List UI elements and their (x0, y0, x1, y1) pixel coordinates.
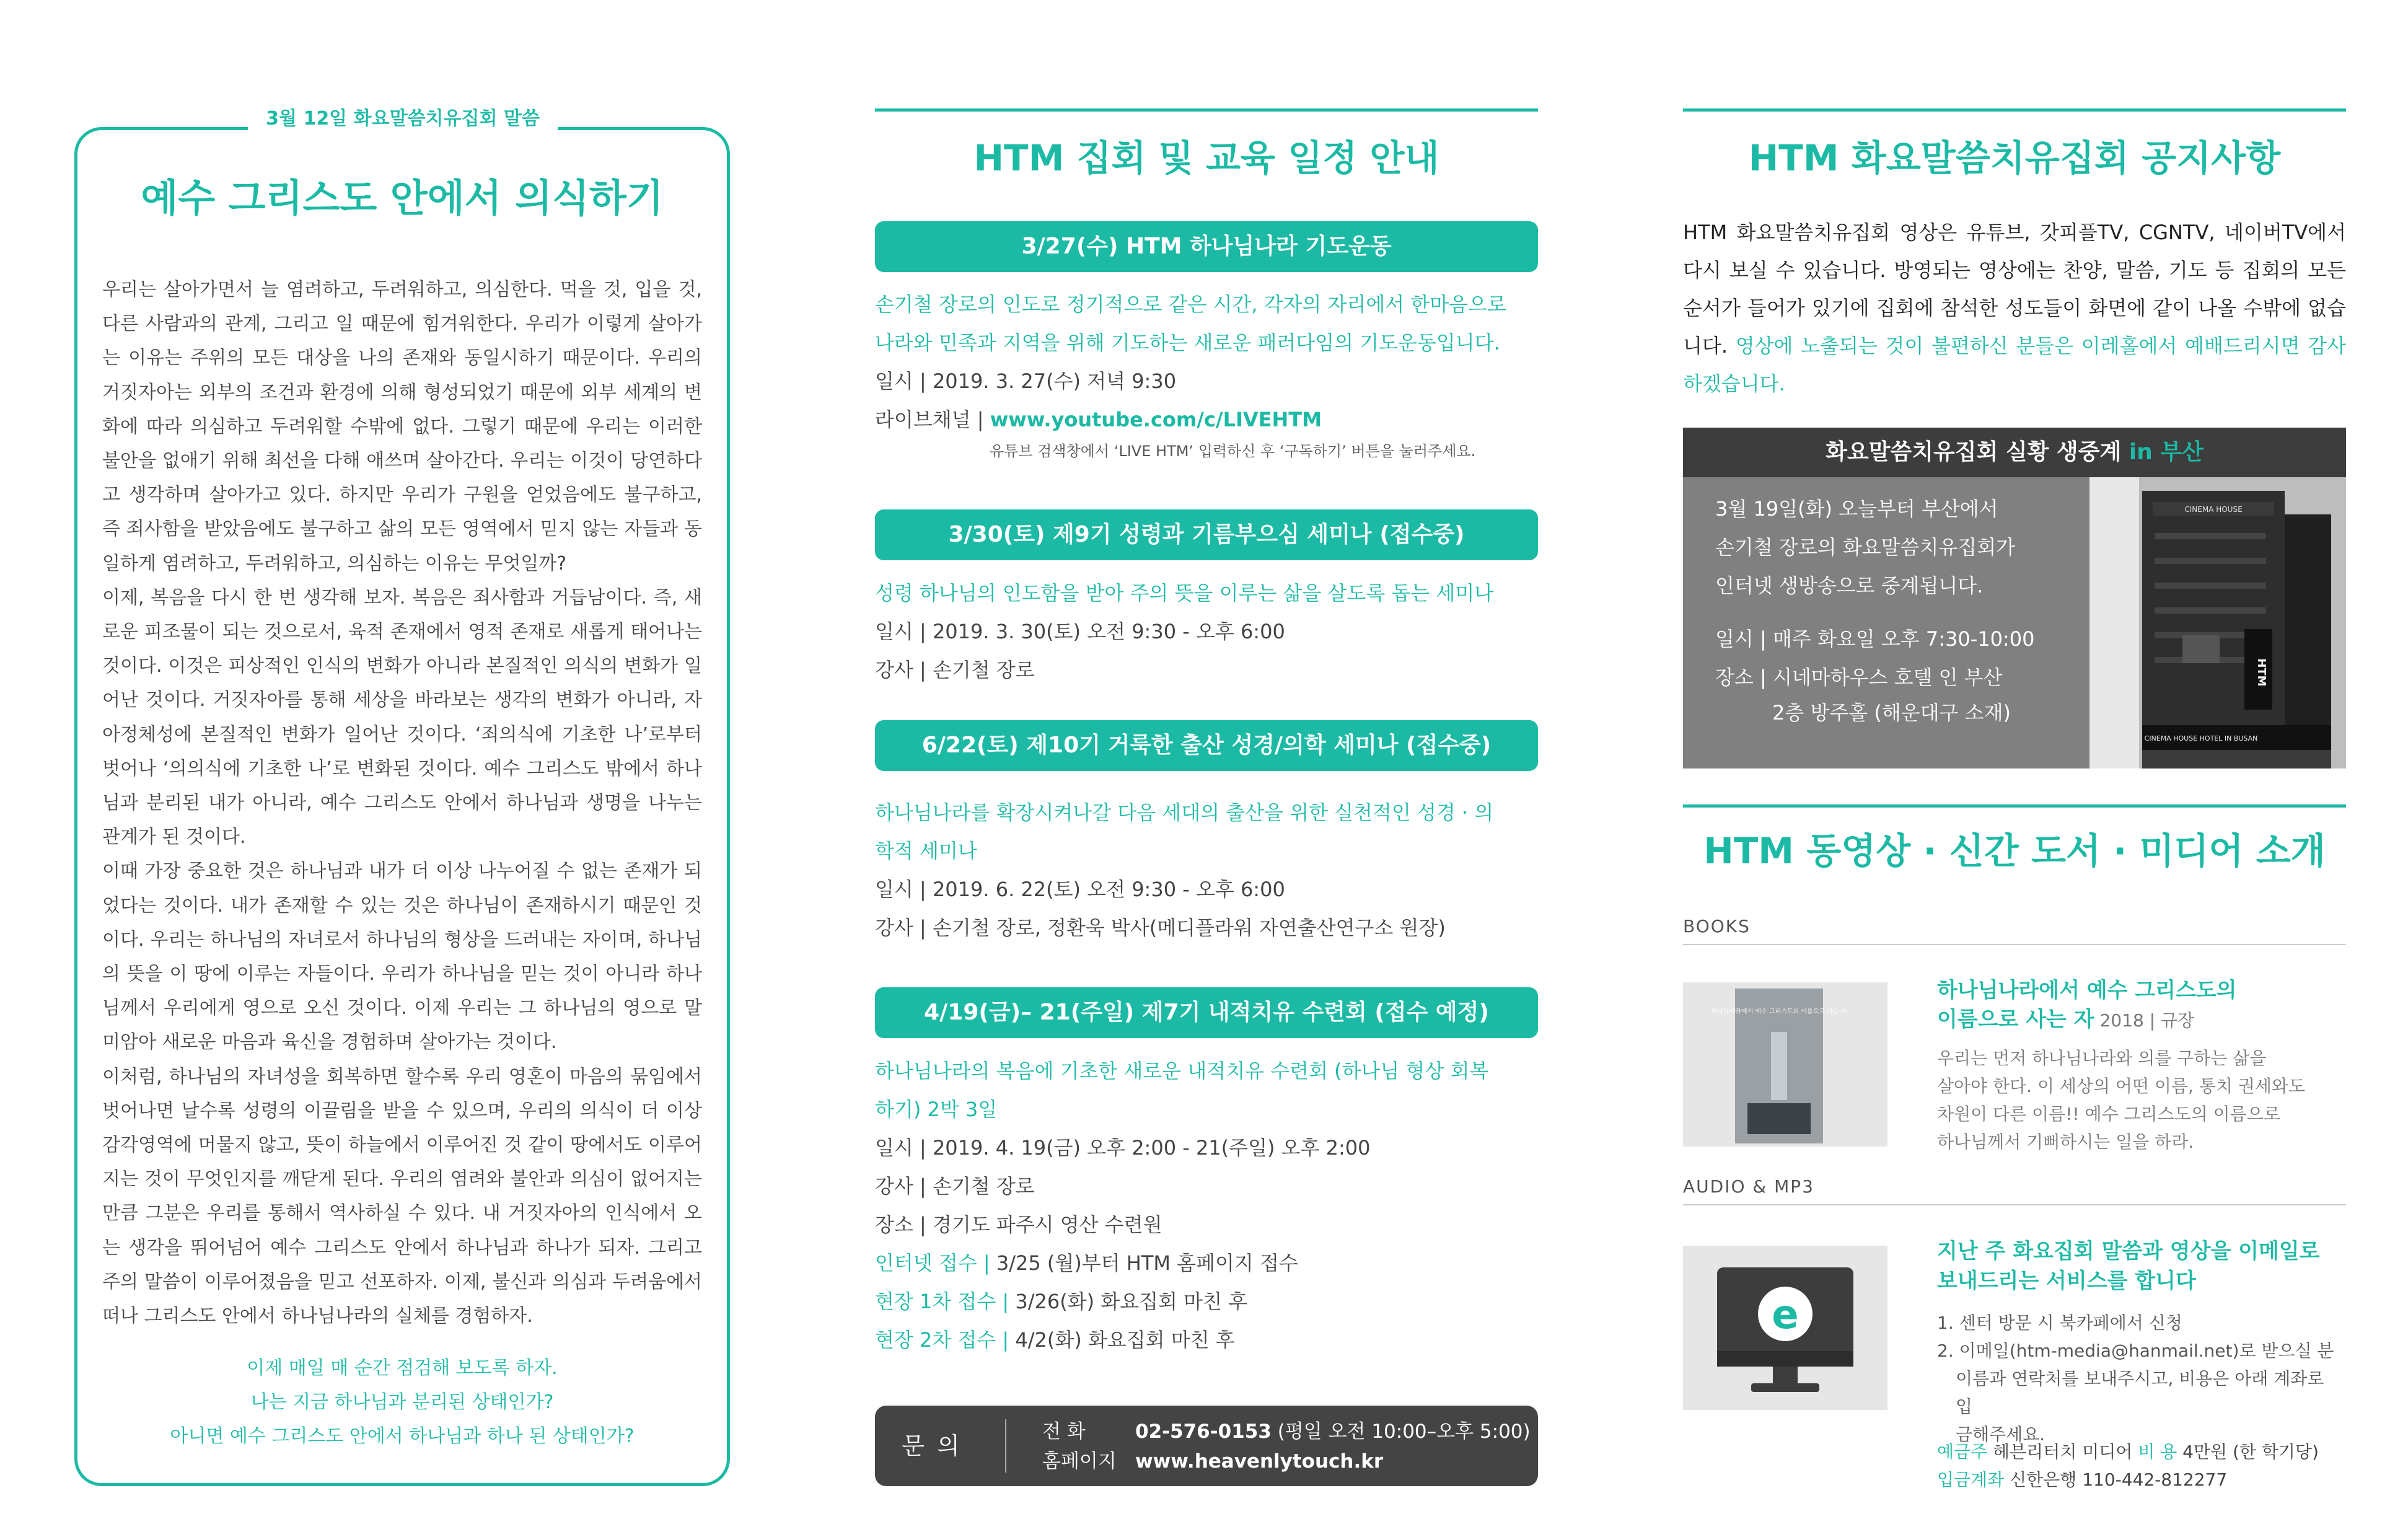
payment-row (1937, 1438, 2346, 1466)
book-title-line (1937, 1005, 2346, 1035)
reg-onsite2-label: 현장 2차 접수 | (875, 1328, 1016, 1352)
live-broadcast-box (1683, 428, 2346, 768)
media-top-rule (1683, 804, 2346, 808)
event-3-bar: 6/22(토) 제10기 거룩한 출산 성경/의학 세미나 (접수중) (875, 720, 1538, 771)
email-service-title (1937, 1236, 2346, 1296)
event-1-live (875, 400, 1538, 439)
account-holder-label: 예금주 (1937, 1442, 1988, 1462)
event-2-date: 일시 | 2019. 3. 30(토) 오전 9:30 - 오후 6:00 (875, 620, 1285, 643)
live-line: 인터넷 생방송으로 중계됩니다. (1715, 574, 1984, 597)
event-4-date: 일시 | 2019. 4. 19(금) 오후 2:00 - 21(주일) 오후 2:00 (875, 1136, 1371, 1160)
email-service-title-line: 보내드리는 서비스를 합니다 (1937, 1269, 2196, 1293)
email-service-title-line: 지난 주 화요집회 말씀과 영상을 이메일로 (1937, 1239, 2320, 1264)
sermon-title: 예수 그리스도 안에서 의식하기 (141, 175, 664, 221)
closing-line: 아니면 예수 그리스도 안에서 하나님과 하나 된 상태인가? (170, 1425, 635, 1447)
phone-number[interactable]: 02-576-0153 (1135, 1420, 1272, 1443)
web-row (1042, 1447, 1531, 1476)
event-4-desc: 하나님나라의 복음에 기초한 새로운 내적치유 수련회 (하나님 형상 회복 (875, 1059, 1489, 1083)
book-meta: 2018 | 규장 (2094, 1010, 2195, 1031)
notice-title: HTM 화요말씀치유집회 공지사항 (1748, 137, 2281, 179)
event-2-bar: 3/30(토) 제9기 성령과 기름부으심 세미나 (접수중) (875, 509, 1538, 560)
notice-accent: 영상에 노출되는 것이 불편하신 분들은 이레홀에서 예배드리시면 감사하겠습니다. (1683, 334, 2347, 395)
sermon-body (102, 273, 702, 1333)
event-3-desc: 학적 세미나 (875, 839, 977, 863)
event-1-details (875, 285, 1538, 464)
notice-top-rule (1683, 108, 2346, 112)
event-4-details (875, 1052, 1538, 1359)
schedule-title: HTM 집회 및 교육 일정 안내 (973, 137, 1439, 179)
contact-divider (1005, 1419, 1006, 1473)
live-head-accent: in 부산 (2129, 439, 2204, 465)
event-4-reg-online (875, 1244, 1538, 1282)
live-broadcast-header (1683, 428, 2346, 477)
event-2-teacher: 강사 | 손기철 장로 (875, 658, 1035, 682)
contact-label: 문의 (902, 1432, 972, 1460)
notice-text (1683, 214, 2346, 403)
sermon-paragraph: 이처럼, 하나님의 자녀성을 회복하면 할수록 우리 영혼이 마음의 묶임에서 벗어나면 날수록 성령의 이끌림을 받을 수 있으며, 우리의 의식이 더 이상 감각영역에 머물지 않고, 뜻이 하늘에서 이루어진 것 같이 땅에서도 이루어지는 것이 무엇인지를 깨닫게 된다. 우리의 염려와 불안과 의심이 없어지는 만큼 그분은 우리를 통해서 역사하실 수 있다. 내 거짓자아의 인식에서 오는 생각을 뛰어넘어 예수 그리스도 안에서 하나님과 하나가 되자. 그리고 주의 말씀이 이루어졌음을 믿고 선포하자. 이제, 불신과 의심과 두려움에서 떠나 그리스도 안에서 하나님나라의 실체를 경험하자. (102, 1065, 702, 1328)
event-4-reg-onsite-1 (875, 1282, 1538, 1321)
live-line: 3월 19일(화) 오늘부터 부산에서 (1715, 497, 1998, 521)
youtube-link[interactable]: www.youtube.com/c/LIVEHTM (990, 408, 1322, 431)
closing-line: 나는 지금 하나님과 분리된 상태인가? (250, 1391, 554, 1413)
event-3-date: 일시 | 2019. 6. 22(토) 오전 9:30 - 오후 6:00 (875, 878, 1285, 901)
closing-line: 이제 매일 매 순간 점검해 보도록 하자. (247, 1357, 558, 1379)
reg-onsite2-value: 4/2(화) 화요집회 마친 후 (1015, 1328, 1235, 1352)
live-broadcast-text (1715, 490, 2087, 729)
hotel-entrance-sign: CINEMA HOUSE HOTEL IN BUSAN (2144, 734, 2258, 742)
reg-onsite1-label: 현장 1차 접수 | (875, 1290, 1016, 1313)
phone-hours: (평일 오전 10:00–오후 5:00) (1271, 1420, 1531, 1443)
event-2-desc: 성령 하나님의 인도함을 받아 주의 뜻을 이루는 삶을 살도록 돕는 세미나 (875, 581, 1494, 605)
live-head-text: 화요말씀치유집회 실황 생중계 (1826, 439, 2129, 465)
e-letter: e (1772, 1292, 1799, 1338)
phone-row (1042, 1417, 1531, 1447)
live-place-2: 2층 방주홀 (해운대구 소재) (1772, 701, 2011, 724)
homepage-link[interactable]: www.heavenlytouch.kr (1135, 1450, 1384, 1473)
event-2-details (875, 574, 1538, 689)
event-1-date: 일시 | 2019. 3. 27(수) 저녁 9:30 (875, 369, 1177, 393)
phone-label: 전 화 (1042, 1420, 1086, 1443)
payment-info (1937, 1438, 2346, 1494)
book-cover-art (1711, 989, 1847, 1143)
book-desc-line: 하나님께서 기뻐하시는 일을 하라. (1937, 1132, 2194, 1152)
book-cover-icon (1711, 989, 1847, 1143)
book-desc-line: 차원이 다른 이름!! 예수 그리스도의 이름으로 (1937, 1104, 2280, 1124)
event-4-reg-onsite-2 (875, 1321, 1538, 1359)
event-4-desc: 하기) 2박 3일 (875, 1098, 998, 1121)
cost-value: 4만원 (한 학기당) (2177, 1442, 2319, 1462)
reg-online-value: 3/25 (월)부터 HTM 홈페이지 접수 (996, 1251, 1298, 1275)
monitor-e-icon (1683, 1246, 1887, 1410)
sermon-closing (102, 1351, 702, 1453)
sermon-date-label: 3월 12일 화요말씀치유집회 말씀 (248, 107, 558, 131)
service-step: 1. 센터 방문 시 북카페에서 신청 (1937, 1313, 2182, 1333)
web-label: 홈페이지 (1042, 1450, 1117, 1473)
youtube-note: 유튜브 검색창에서 ‘LIVE HTM’ 입력하신 후 ‘구독하기’ 버튼을 눌러주세요. (990, 443, 1476, 460)
book-title-line: 하나님나라에서 예수 그리스도의 (1937, 978, 2237, 1003)
htm-banner: HTM (2255, 658, 2268, 687)
email-service-thumbnail (1683, 1246, 1887, 1410)
contact-rows (1042, 1417, 1531, 1476)
event-3-desc: 하나님나라를 확장시켜나갈 다음 세대의 출산을 위한 실천적인 성경 · 의 (875, 801, 1494, 824)
book-desc-line: 살아야 한다. 이 세상의 어떤 이름, 통치 권세와도 (1937, 1076, 2306, 1096)
sermon-paragraph: 우리는 살아가면서 늘 염려하고, 두려워하고, 의심한다. 먹을 것, 입을 것, 다른 사람과의 관계, 그리고 일 때문에 힘겨워한다. 우리가 이렇게 살아가는 이유는 주위의 모든 대상을 나의 존재와 동일시하기 때문이다. 우리의 거짓자아는 외부의 조건과 환경에 의해 형성되었기 때문에 외부 세계의 변화에 따라 의심하고 두려워할 수밖에 없다. 그렇기 때문에 우리는 이러한 불안을 없애기 위해 최선을 다해 애쓰며 살아간다. 우리는 이것이 당연하다고 생각하며 살아가고 있다. 하지만 우리가 구원을 얻었음에도 불구하고, 즉 죄사함을 받았음에도 불구하고 삶의 모든 영역에서 믿지 않는 자들과 동일하게 염려하고, 두려워하고, 의심하는 이유는 무엇일까? (102, 279, 702, 575)
event-3-teacher: 강사 | 손기철 장로, 정환욱 박사(메디플라워 자연출산연구소 원장) (875, 916, 1446, 940)
book-description (1937, 1044, 2346, 1156)
account-holder: 헤븐리터치 미디어 (1987, 1442, 2138, 1462)
live-channel-label: 라이브채널 | (875, 408, 990, 431)
book-title-line-2: 이름으로 사는 자 (1937, 1007, 2094, 1032)
hotel-photo (2089, 477, 2346, 768)
book-title[interactable] (1937, 976, 2346, 1035)
hotel-sign: CINEMA HOUSE (2184, 505, 2243, 514)
sermon-paragraph: 이때 가장 중요한 것은 하나님과 내가 더 이상 나누어질 수 없는 존재가 되었다는 것이다. 내가 존재할 수 있는 것은 하나님이 존재하시기 때문인 것이다. 우리는 하나님의 자녀로서 하나님의 형상을 드러내는 자이며, 하나님의 뜻을 이 땅에 이루는 자들이다. 우리가 하나님을 믿는 것이 아니라 하나님께서 우리에게 영으로 오신 것이다. 이제 우리는 그 하나님의 영으로 말미암아 새로운 마음과 육신을 경험하며 살아가는 것이다. (102, 860, 702, 1054)
email-service-steps (1937, 1309, 2346, 1448)
reg-onsite1-value: 3/26(화) 화요집회 마친 후 (1015, 1290, 1248, 1313)
event-1-desc: 나라와 민족과 지역을 위해 기도하는 새로운 패러다임의 기도운동입니다. (875, 331, 1500, 355)
event-3-details (875, 793, 1538, 947)
live-place: 장소 | 시네마하우스 호텔 인 부산 (1715, 666, 2003, 689)
event-4-bar: 4/19(금)– 21(주일) 제7기 내적치유 수련회 (접수 예정) (875, 987, 1538, 1038)
service-step-cont: 금해주세요. (1956, 1424, 2045, 1445)
account-label: 입금계좌 (1937, 1469, 2005, 1490)
media-title: HTM 동영상 · 신간 도서 · 미디어 소개 (1703, 830, 2326, 872)
hotel-building-image (2089, 477, 2346, 768)
event-1-desc: 손기철 장로의 인도로 정기적으로 같은 시간, 각자의 자리에서 한마음으로 (875, 293, 1506, 316)
event-4-place: 장소 | 경기도 파주시 영산 수련원 (875, 1213, 1162, 1236)
notice-main: HTM 화요말씀치유집회 영상은 유튜브, 갓피플TV, CGNTV, 네이버TV에서 다시 보실 수 있습니다. 방영되는 영상에는 찬양, 말씀, 기도 등 집회의 모든 순서가 들어가 있기에 집회에 참석한 성도들이 화면에 같이 나올 수밖에 없습니다. (1683, 221, 2346, 358)
account-number: 신한은행 110-442-812277 (2004, 1469, 2228, 1490)
reg-online-label: 인터넷 접수 | (875, 1251, 996, 1275)
service-step: 2. 이메일(htm-media@hanmail.net)로 받으실 분 (1937, 1341, 2334, 1361)
payment-row (1937, 1466, 2346, 1494)
event-1-bar: 3/27(수) HTM 하나님나라 기도운동 (875, 221, 1538, 272)
cost-label: 비 용 (2138, 1442, 2177, 1462)
book-desc-line: 우리는 먼저 하나님나라와 의를 구하는 삶을 (1937, 1048, 2267, 1068)
book-cover-title: 하나님나라에서 예수 그리스도의 이름으로 사는 자 (1711, 1008, 1847, 1015)
service-step-cont: 이름과 연락처를 보내주시고, 비용은 아래 계좌로 입 (1956, 1368, 2324, 1417)
books-section-label: BOOKS (1683, 914, 2346, 945)
live-time: 일시 | 매주 화요일 오후 7:30-10:00 (1715, 627, 2035, 651)
schedule-top-rule (875, 108, 1538, 112)
contact-panel (875, 1406, 1538, 1486)
event-4-teacher: 강사 | 손기철 장로 (875, 1174, 1035, 1198)
live-line: 손기철 장로의 화요말씀치유집회가 (1715, 535, 2016, 559)
audio-section-label: AUDIO & MP3 (1683, 1174, 2346, 1205)
sermon-paragraph: 이제, 복음을 다시 한 번 생각해 보자. 복음은 죄사함과 거듭남이다. 즉, 새로운 피조물이 되는 것으로서, 육적 존재에서 영적 존재로 새롭게 태어나는 것이다. 이것은 피상적인 인식의 변화가 아니라 본질적인 의식의 변화가 일어난 것이다. 거짓자아를 통해 세상을 바라보는 생각의 변화가 아니라, 자아정체성에 본질적인 변화가 일어난 것이다. ‘죄의식에 기초한 나’로부터 벗어나 ‘의의식에 기초한 나’로 변화된 것이다. 예수 그리스도 밖에서 하나님과 분리된 내가 아니라, 예수 그리스도 안에서 하나님과 생명을 나누는 관계가 된 것이다. (102, 586, 702, 848)
